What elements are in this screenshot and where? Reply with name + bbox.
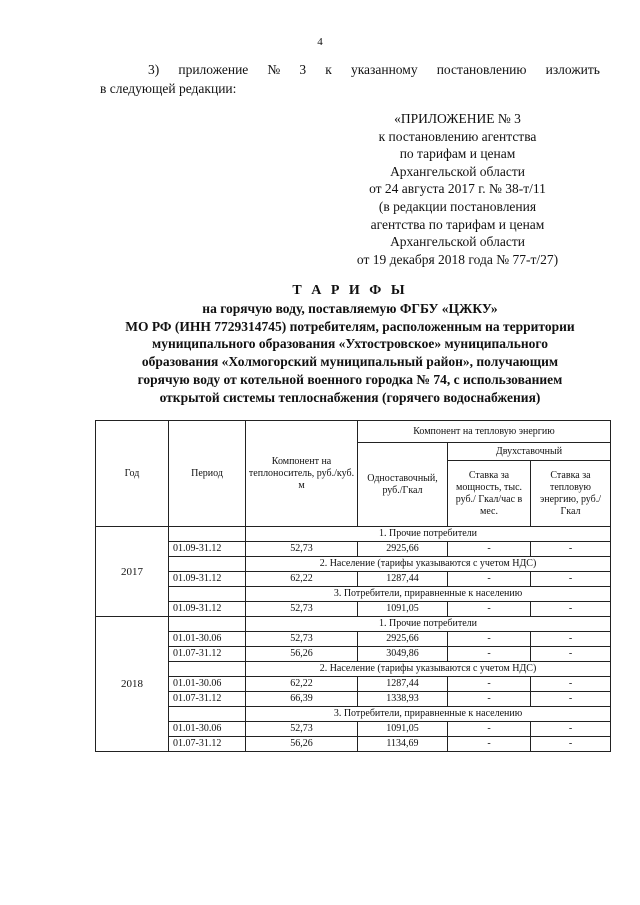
group-row (96, 587, 611, 602)
header-capacity-rate: Ставка за мощность, тыс. руб./ Гкал/час в мес. (448, 461, 531, 527)
intro-word: № (267, 62, 281, 77)
header-single-rate: Одноставочный, руб./Гкал (358, 443, 448, 527)
table-body (96, 527, 611, 752)
carrier-cell: 62,22 (246, 572, 358, 587)
period-cell: 01.01-30.06 (169, 632, 246, 647)
intro-word: изложить (545, 62, 600, 77)
year-cell: 2017 (96, 527, 169, 617)
energy-rate-cell: - (531, 692, 611, 707)
heading-line: образования «Холмогорский муниципальный район», получающим (141, 354, 559, 370)
table-row (96, 722, 611, 737)
carrier-cell: 56,26 (246, 647, 358, 662)
period-cell: 01.07-31.12 (169, 647, 246, 662)
table-row (96, 572, 611, 587)
period-cell: 01.07-31.12 (169, 737, 246, 752)
single-rate-cell: 1091,05 (358, 722, 448, 737)
appendix-line: Архангельской области (390, 163, 525, 179)
intro-word: 3 (299, 62, 307, 77)
capacity-rate-cell: - (448, 542, 531, 557)
group-gap-cell (169, 587, 246, 602)
heading-line: муниципального образования «Ухтостровское» муниципального (152, 336, 548, 352)
single-rate-cell: 2925,66 (358, 632, 448, 647)
capacity-rate-cell: - (448, 632, 531, 647)
group-label: 2. Население (тарифы указываются с учетом НДС) (246, 662, 611, 677)
group-gap-cell (169, 557, 246, 572)
table-row (96, 632, 611, 647)
single-rate-cell: 1338,93 (358, 692, 448, 707)
period-cell: 01.09-31.12 (169, 572, 246, 587)
single-rate-cell: 1091,05 (358, 602, 448, 617)
appendix-line: от 24 августа 2017 г. № 38-т/11 (369, 181, 546, 197)
carrier-cell: 66,39 (246, 692, 358, 707)
header-year: Год (96, 421, 169, 527)
capacity-rate-cell: - (448, 722, 531, 737)
period-cell: 01.09-31.12 (169, 542, 246, 557)
group-label: 3. Потребители, приравненные к населению (246, 707, 611, 722)
intro-line-2: в следующей редакции: (100, 81, 237, 96)
carrier-cell: 56,26 (246, 737, 358, 752)
heading-line: МО РФ (ИНН 7729314745) потребителям, расположенным на территории (125, 318, 575, 334)
document-heading (90, 282, 610, 407)
appendix-line: Архангельской области (390, 234, 525, 250)
appendix-header (320, 110, 595, 268)
energy-rate-cell: - (531, 602, 611, 617)
header-energy: Компонент на тепловую энергию (358, 421, 611, 443)
single-rate-cell: 1287,44 (358, 572, 448, 587)
intro-word: приложение (178, 62, 249, 77)
appendix-line: (в редакции постановления (378, 198, 537, 214)
capacity-rate-cell: - (448, 572, 531, 587)
page-number: 4 (317, 36, 323, 48)
table-row (96, 737, 611, 752)
single-rate-cell: 3049,86 (358, 647, 448, 662)
appendix-line: «ПРИЛОЖЕНИЕ № 3 (394, 111, 521, 126)
carrier-cell: 52,73 (246, 722, 358, 737)
carrier-cell: 52,73 (246, 542, 358, 557)
heading-line: горячую воду от котельной военного городка № 74, с использованием (137, 371, 563, 387)
capacity-rate-cell: - (448, 677, 531, 692)
intro-word: указанному (350, 62, 418, 77)
single-rate-cell: 2925,66 (358, 542, 448, 557)
appendix-line: от 19 декабря 2018 года № 77-т/27) (356, 251, 559, 267)
table-row (96, 677, 611, 692)
energy-rate-cell: - (531, 647, 611, 662)
group-row (96, 617, 611, 632)
appendix-line: агентства по тарифам и ценам (370, 216, 545, 232)
heading-title: Т А Р И Ф Ы (292, 283, 408, 298)
group-gap-cell (169, 662, 246, 677)
group-gap-cell (169, 707, 246, 722)
year-cell: 2018 (96, 617, 169, 752)
appendix-line: к постановлению агентства (378, 128, 537, 144)
energy-rate-cell: - (531, 722, 611, 737)
single-rate-cell: 1287,44 (358, 677, 448, 692)
table-row (96, 647, 611, 662)
table-row (96, 602, 611, 617)
period-cell: 01.01-30.06 (169, 677, 246, 692)
period-cell: 01.09-31.12 (169, 602, 246, 617)
intro-word: к (325, 62, 332, 77)
group-label: 2. Население (тарифы указываются с учетом НДС) (246, 557, 611, 572)
capacity-rate-cell: - (448, 737, 531, 752)
header-energy-rate: Ставка за тепловую энергию, руб./Гкал (531, 461, 611, 527)
capacity-rate-cell: - (448, 602, 531, 617)
header-two-part: Двухставочный (448, 443, 611, 461)
carrier-cell: 52,73 (246, 632, 358, 647)
period-cell: 01.01-30.06 (169, 722, 246, 737)
intro-line-1 (100, 60, 600, 79)
capacity-rate-cell: - (448, 647, 531, 662)
header-period: Период (169, 421, 246, 527)
group-label: 1. Прочие потребители (246, 617, 611, 632)
intro-word: 3) (148, 62, 160, 77)
energy-rate-cell: - (531, 572, 611, 587)
energy-rate-cell: - (531, 632, 611, 647)
appendix-line: по тарифам и ценам (399, 146, 516, 162)
group-label: 1. Прочие потребители (246, 527, 611, 542)
group-row (96, 707, 611, 722)
intro-paragraph (100, 60, 600, 98)
group-gap-cell (169, 617, 246, 632)
carrier-cell: 52,73 (246, 602, 358, 617)
capacity-rate-cell: - (448, 692, 531, 707)
group-label: 3. Потребители, приравненные к населению (246, 587, 611, 602)
table-row (96, 692, 611, 707)
energy-rate-cell: - (531, 677, 611, 692)
single-rate-cell: 1134,69 (358, 737, 448, 752)
group-row (96, 527, 611, 542)
intro-word: постановлению (436, 62, 527, 77)
carrier-cell: 62,22 (246, 677, 358, 692)
table-row (96, 542, 611, 557)
tariffs-table (95, 420, 611, 752)
period-cell: 01.07-31.12 (169, 692, 246, 707)
energy-rate-cell: - (531, 542, 611, 557)
group-row (96, 662, 611, 677)
group-row (96, 557, 611, 572)
energy-rate-cell: - (531, 737, 611, 752)
header-carrier: Компонент на теплоноситель, руб./куб. м (246, 421, 358, 527)
group-gap-cell (169, 527, 246, 542)
heading-line: открытой системы теплоснабжения (горячего водоснабжения) (159, 389, 541, 405)
heading-line: на горячую воду, поставляемую ФГБУ «ЦЖКУ» (202, 300, 498, 316)
